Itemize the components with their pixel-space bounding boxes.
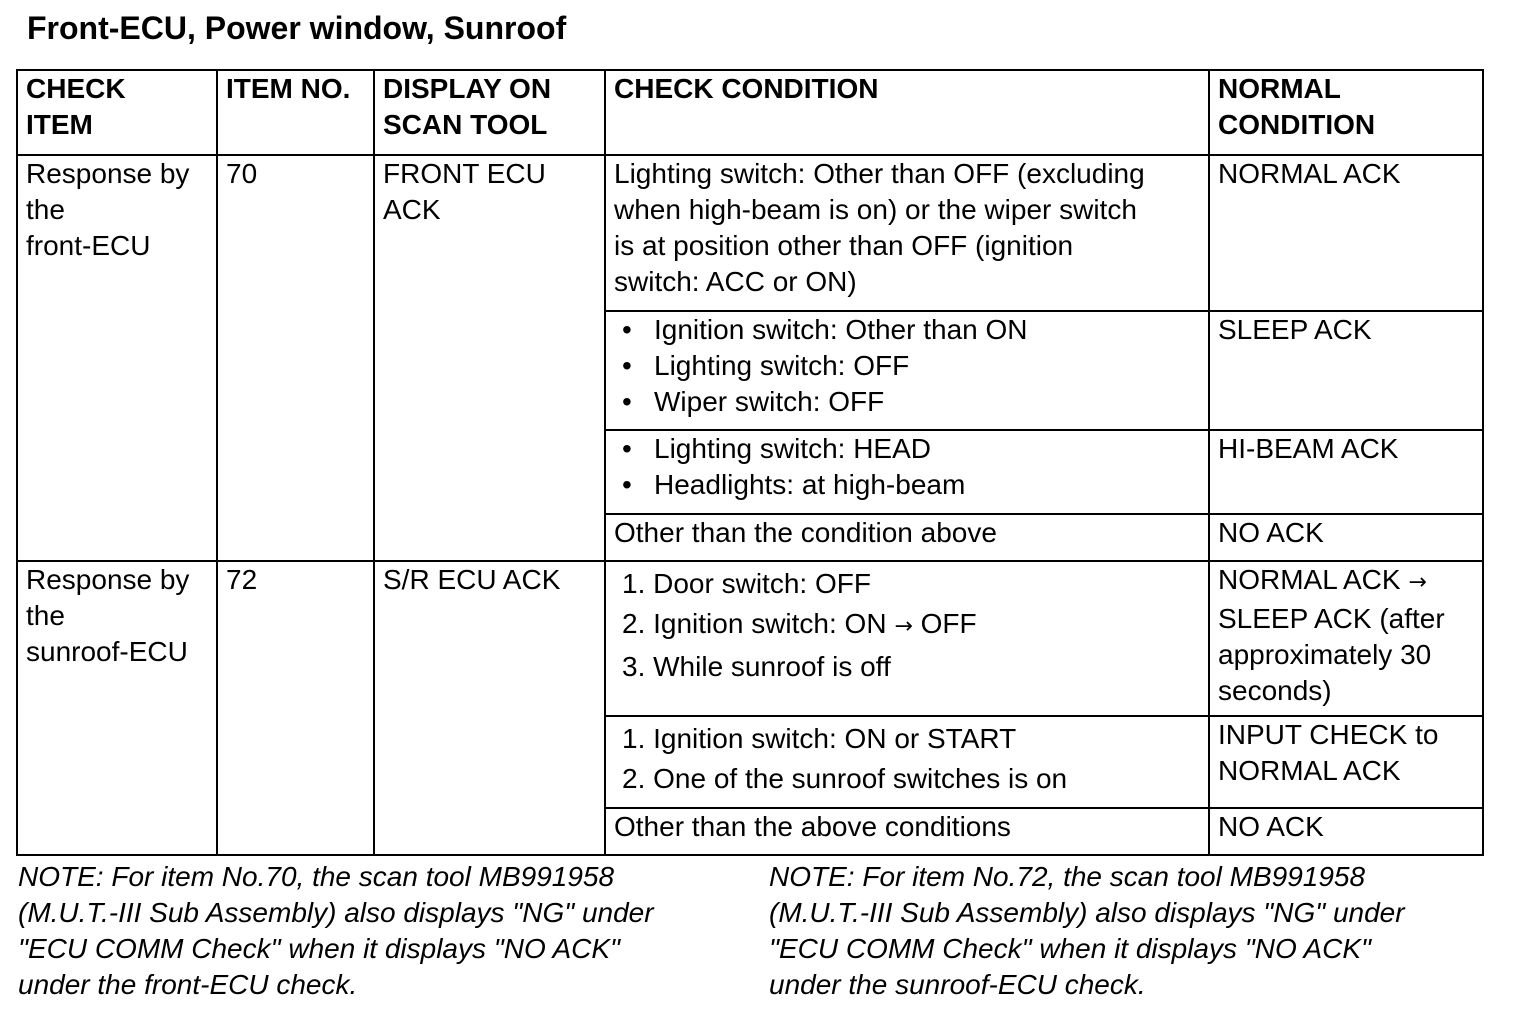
bullet-list	[614, 431, 1201, 503]
list-item: • Lighting switch: OFF	[622, 348, 1201, 384]
header-display: DISPLAY ON SCAN TOOL	[374, 70, 605, 155]
condition-cell: Other than the above conditions	[605, 808, 1209, 855]
header-item-no: ITEM NO.	[217, 70, 374, 155]
condition-cell	[605, 716, 1209, 808]
normal-condition-cell: SLEEP ACK	[1209, 311, 1483, 430]
page-title: Front-ECU, Power window, Sunroof	[27, 10, 567, 46]
header-check-condition: CHECK CONDITION	[605, 70, 1209, 155]
list-item: • Headlights: at high-beam	[622, 467, 1201, 503]
item-no-72: 72	[217, 561, 374, 855]
bullet-list	[614, 312, 1201, 420]
normal-condition-cell: INPUT CHECK to NORMAL ACK	[1209, 716, 1483, 808]
header-check-item: CHECK ITEM	[17, 70, 217, 155]
list-item: • Wiper switch: OFF	[622, 384, 1201, 420]
display-front-ecu-ack: FRONT ECU ACK	[374, 155, 605, 561]
normal-condition-cell: NORMAL ACK → SLEEP ACK (after approximately 30 seconds)	[1209, 561, 1483, 716]
condition-cell: Lighting switch: Other than OFF (excluding when high-beam is on) or the wiper switch is at position other than OFF (ignition switch: ACC or ON)	[605, 155, 1209, 311]
bullet-icon: •	[622, 386, 632, 417]
note-front-ecu: NOTE: For item No.70, the scan tool MB991958 (M.U.T.-III Sub Assembly) also displays "NG" under "ECU COMM Check" when it displays "NO ACK" under the front-ECU check.	[18, 861, 654, 1000]
header-normal-condition: NORMAL CONDITION	[1209, 70, 1483, 155]
check-item-sunroof-ecu: Response by the sunroof-ECU	[17, 561, 217, 855]
arrow-right-icon: →	[1408, 570, 1427, 595]
check-item-front-ecu: Response by the front-ECU	[17, 155, 217, 561]
bullet-icon: •	[622, 469, 632, 500]
bullet-icon: •	[622, 314, 632, 345]
list-item: 2. Ignition switch: ON → OFF	[622, 608, 977, 639]
list-item: 2. One of the sunroof switches is on	[622, 763, 1068, 794]
table-row	[17, 155, 1483, 311]
check-table	[16, 69, 1484, 856]
list-item: • Ignition switch: Other than ON	[622, 312, 1201, 348]
step-list	[614, 717, 1201, 799]
item-no-70: 70	[217, 155, 374, 561]
table-row	[17, 561, 1483, 716]
list-item: • Lighting switch: HEAD	[622, 431, 1201, 467]
header-row	[17, 70, 1483, 155]
list-item: 1. Ignition switch: ON or START	[622, 723, 1017, 754]
normal-condition-cell: NO ACK	[1209, 808, 1483, 855]
list-item: 1. Door switch: OFF	[622, 568, 871, 599]
note-sunroof-ecu: NOTE: For item No.72, the scan tool MB991958 (M.U.T.-III Sub Assembly) also displays "NG" under "ECU COMM Check" when it displays "NO ACK" under the sunroof-ECU check.	[769, 861, 1405, 1000]
condition-cell	[605, 561, 1209, 716]
condition-cell: Other than the condition above	[605, 514, 1209, 561]
arrow-right-icon: →	[894, 614, 913, 639]
normal-condition-cell: HI-BEAM ACK	[1209, 430, 1483, 514]
list-item: 3. While sunroof is off	[622, 651, 891, 682]
condition-cell	[605, 430, 1209, 514]
bullet-icon: •	[622, 350, 632, 381]
condition-cell	[605, 311, 1209, 430]
normal-condition-cell: NORMAL ACK	[1209, 155, 1483, 311]
bullet-icon: •	[622, 433, 632, 464]
step-list	[614, 562, 1201, 687]
display-sr-ecu-ack: S/R ECU ACK	[374, 561, 605, 855]
normal-condition-cell: NO ACK	[1209, 514, 1483, 561]
